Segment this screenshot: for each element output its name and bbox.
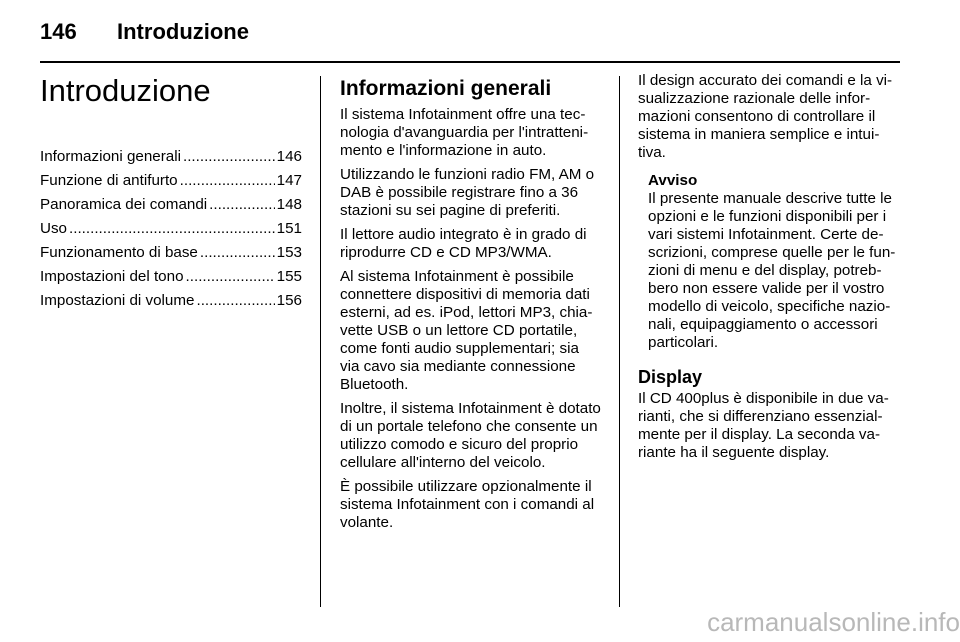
note-title: Avviso [648,172,698,189]
toc-label: Impostazioni di volume [40,292,195,309]
toc-leader [183,148,275,166]
column-3 [638,72,900,468]
toc-leader [196,292,274,310]
paragraph: Inoltre, il sistema Infotainment è dotato di un portale telefono che consente un utilizzo comodo e sicuro del proprio cellulare all'interno del veicolo. [340,400,601,471]
toc-label: Informazioni generali [40,148,181,165]
chapter-title: Introduzione [40,73,211,108]
note-text: Il presente manuale descrive tutte le opzioni e le funzioni disponibili per i vari sistemi Infotainment. Certe descrizioni, comprese quelle per le funzioni di menu e del display, potrebbero non essere valide per il vostro modello di veicolo, specifiche nazionali, equipaggiamento o accessori particolari. [648,190,896,351]
toc-entry[interactable] [40,148,302,172]
paragraph: Il lettore audio integrato è in grado di riprodurre CD e CD MP3/WMA. [340,226,587,261]
paragraph: Il design accurato dei comandi e la visualizzazione razionale delle informazioni consentono di controllare il sistema in maniera semplice e intuitiva. [638,72,893,161]
running-title: Introduzione [117,19,249,44]
toc-page: 147 [276,172,302,189]
toc-entry[interactable] [40,244,302,268]
toc-label: Funzione di antifurto [40,172,178,189]
toc-leader [186,268,275,286]
paragraph: Il sistema Infotainment offre una tecnologia d'avanguardia per l'intrattenimento e l'informazione in auto. [340,106,589,159]
toc-label: Uso [40,220,68,237]
toc-entry[interactable] [40,196,302,220]
watermark: carmanualsonline.info [707,607,960,637]
toc-entry[interactable] [40,268,302,292]
toc-page: 153 [276,244,302,261]
paragraph: È possibile utilizzare opzionalmente il sistema Infotainment con i comandi al volante. [340,478,595,531]
note-box [648,172,900,352]
section-title: Display [638,367,703,387]
column-divider-1 [320,76,321,607]
toc-page: 146 [276,148,302,165]
toc-page: 151 [276,220,302,237]
toc-label: Panoramica dei comandi [40,196,208,213]
page-number: 146 [40,19,77,44]
toc-leader [200,244,275,262]
column-2 [340,72,602,538]
toc-entry[interactable] [40,220,302,244]
header-rule [40,61,900,63]
toc-leader [209,196,275,214]
paragraph: Al sistema Infotainment è possibile connettere dispositivi di memoria dati esterni, ad es. iPod, lettori MP3, chiavette USB o un lettore CD portatile, come fonti audio supplementari; sia via cavo sia mediante connessione Bluetooth. [340,268,593,393]
table-of-contents [40,148,302,316]
paragraph: Utilizzando le funzioni radio FM, AM o DAB è possibile registrare fino a 36 stazioni su sei pagine di preferiti. [340,166,595,219]
toc-entry[interactable] [40,292,302,316]
section-title: Informazioni generali [340,77,552,100]
toc-leader [180,172,275,190]
column-1 [40,72,302,316]
column-divider-2 [619,76,620,607]
toc-leader [69,220,275,238]
paragraph: Il CD 400plus è disponibile in due varianti, che si differenziano essenzialmente per il display. La seconda variante ha il seguente display. [638,390,889,461]
toc-page: 148 [276,196,302,213]
toc-entry[interactable] [40,172,302,196]
toc-page: 156 [276,292,302,309]
toc-label: Funzionamento di base [40,244,198,261]
toc-page: 155 [276,268,302,285]
page-header [40,19,900,45]
toc-label: Impostazioni del tono [40,268,184,285]
